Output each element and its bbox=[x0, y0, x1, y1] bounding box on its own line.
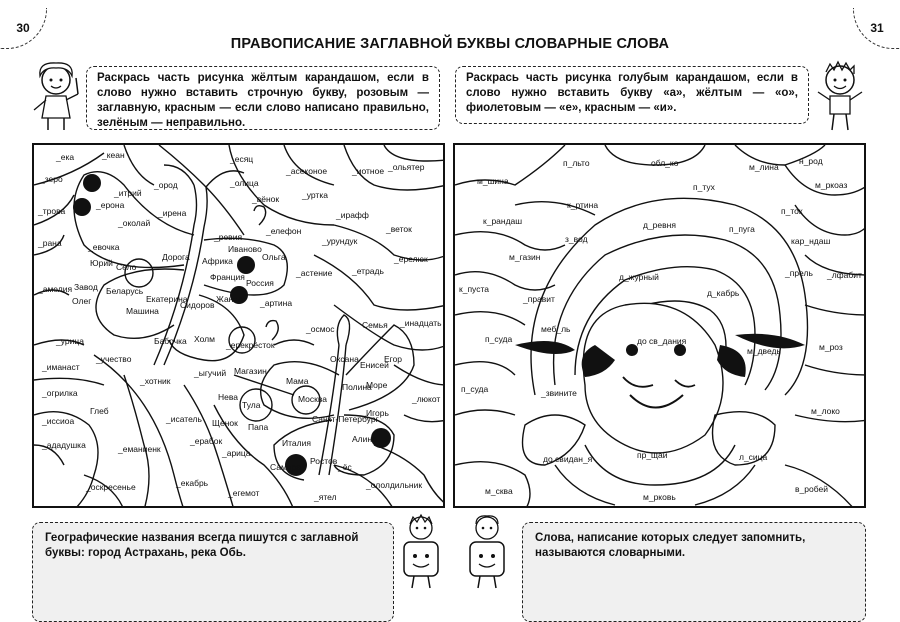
word-label: Село bbox=[116, 262, 137, 272]
word-label: _околай bbox=[118, 218, 151, 228]
word-label: _урица bbox=[56, 336, 84, 346]
word-label: Папа bbox=[248, 422, 269, 432]
word-label: п_пуга bbox=[729, 224, 755, 234]
word-label: м_локо bbox=[811, 406, 840, 416]
word-label: м_лина bbox=[749, 162, 779, 172]
word-label: Бабочка bbox=[154, 336, 187, 346]
word-label: к_пуста bbox=[459, 284, 489, 294]
word-label: Холм bbox=[194, 334, 215, 344]
word-label: _зеро bbox=[40, 174, 63, 184]
word-label: _ададушка bbox=[42, 440, 86, 450]
word-label: Полина bbox=[342, 382, 372, 392]
word-label: _ерелюк bbox=[394, 254, 428, 264]
word-label: п_суда bbox=[461, 384, 489, 394]
word-label: Глеб bbox=[90, 406, 109, 416]
word-label: _оскресенье bbox=[86, 482, 136, 492]
word-label: Машина bbox=[126, 306, 159, 316]
word-label: _ольятер bbox=[388, 162, 425, 172]
word-label: м_сква bbox=[485, 486, 513, 496]
word-label: Иваново bbox=[228, 244, 262, 254]
page-number-left: 30 bbox=[0, 8, 47, 49]
word-label: Франция bbox=[210, 272, 245, 282]
word-label: _прель bbox=[785, 268, 813, 278]
word-label: _егемот bbox=[228, 488, 260, 498]
coloring-panel-left bbox=[32, 143, 445, 508]
word-label: _екабрь bbox=[176, 478, 209, 488]
word-label: Юрий bbox=[90, 258, 113, 268]
word-label: _амелия bbox=[38, 284, 73, 294]
word-label: _ирафф bbox=[336, 210, 369, 220]
word-label: м_дведь bbox=[747, 346, 781, 356]
word-label: Ольга bbox=[262, 252, 286, 262]
word-label: Олег bbox=[72, 296, 92, 306]
girl-mascot-icon bbox=[462, 512, 512, 592]
word-label: _правит bbox=[523, 294, 555, 304]
word-label: _ерабок bbox=[190, 436, 223, 446]
word-label: Италия bbox=[282, 438, 311, 448]
word-label: _ород bbox=[154, 180, 178, 190]
word-label: _ололдильник bbox=[366, 480, 423, 490]
word-label: _олица bbox=[230, 178, 259, 188]
word-label: _астение bbox=[296, 268, 333, 278]
word-label: обл_ко bbox=[651, 158, 679, 168]
word-label: _ирена bbox=[158, 208, 187, 218]
word-label: Жанна bbox=[216, 294, 243, 304]
word-label: _ека bbox=[56, 152, 75, 162]
word-label: _есяц bbox=[230, 154, 254, 164]
word-label: _ыгучий bbox=[194, 368, 227, 378]
word-label: з_вод bbox=[565, 234, 588, 244]
word-label: _осмос bbox=[306, 324, 335, 334]
word-label: _ятел bbox=[314, 492, 337, 502]
word-label: _иссиоа bbox=[42, 416, 75, 426]
word-label: м_ркоаз bbox=[815, 180, 848, 190]
word-label: Самара bbox=[270, 462, 301, 472]
word-label: _итрий bbox=[114, 188, 142, 198]
coloring-panel-right bbox=[453, 143, 866, 508]
word-label: п_тух bbox=[693, 182, 715, 192]
word-label: д_ревня bbox=[643, 220, 676, 230]
word-label: м_газин bbox=[509, 252, 541, 262]
word-label: _иотное bbox=[352, 166, 385, 176]
word-label: Санкт-Петербург bbox=[312, 414, 379, 424]
word-label: _иманаст bbox=[42, 362, 80, 372]
word-label: _ёс bbox=[338, 462, 352, 472]
word-label: _трова bbox=[38, 206, 66, 216]
boy-mascot-icon bbox=[398, 512, 444, 592]
word-label: _арица bbox=[222, 448, 251, 458]
word-label: Сидоров bbox=[180, 300, 215, 310]
word-label: _уртка bbox=[302, 190, 328, 200]
word-label: _исатель bbox=[166, 414, 202, 424]
word-label: п_ток bbox=[781, 206, 803, 216]
word-label: _ерекрёсток bbox=[226, 340, 275, 350]
word-label: м_рковь bbox=[643, 492, 676, 502]
word-label: Магазин bbox=[234, 366, 267, 376]
note-geographic-names: Географические названия всегда пишутся с заглавной буквы: город Астрахань, река Обь. bbox=[32, 522, 394, 622]
word-label: м_роз bbox=[819, 342, 843, 352]
word-label: _урундук bbox=[322, 236, 358, 246]
word-label: _рана bbox=[38, 238, 62, 248]
word-label: _ерона bbox=[96, 200, 125, 210]
boy-mascot-icon bbox=[814, 58, 866, 134]
word-label: л_сица bbox=[739, 452, 768, 462]
word-label: д_кабрь bbox=[707, 288, 740, 298]
word-label: до свидан_я bbox=[543, 454, 593, 464]
word-label: пр_щай bbox=[637, 450, 668, 460]
word-label: Беларусь bbox=[106, 286, 144, 296]
word-label: _учество bbox=[96, 354, 132, 364]
word-label: _огрилка bbox=[42, 388, 78, 398]
word-label: Енисей bbox=[360, 360, 389, 370]
word-label: Егор bbox=[384, 354, 403, 364]
word-label: Мама bbox=[286, 376, 309, 386]
word-label: Россия bbox=[246, 278, 274, 288]
word-label: _евочка bbox=[88, 242, 120, 252]
word-label: Семья bbox=[362, 320, 388, 330]
note-dictionary-words: Слова, написание которых следует запомнить, называются словарными. bbox=[522, 522, 866, 622]
word-label: до св_дания bbox=[637, 336, 687, 346]
page-title: ПРАВОПИСАНИЕ ЗАГЛАВНОЙ БУКВЫ СЛОВАРНЫЕ СЛОВА bbox=[230, 36, 670, 52]
word-label: _хотник bbox=[140, 376, 171, 386]
word-label: _люкот bbox=[412, 394, 441, 404]
word-label: Игорь bbox=[366, 408, 389, 418]
word-label: Ростов bbox=[310, 456, 338, 466]
word-label: _вёнок bbox=[252, 194, 280, 204]
word-label: д_журный bbox=[619, 272, 659, 282]
word-label: к_ртина bbox=[567, 200, 599, 210]
word-label: м_шина bbox=[477, 176, 509, 186]
word-label: Нева bbox=[218, 392, 239, 402]
word-label: Екатерина bbox=[146, 294, 188, 304]
word-label: _елефон bbox=[266, 226, 302, 236]
word-label: Африка bbox=[202, 256, 233, 266]
word-label: Дорога bbox=[162, 252, 190, 262]
word-label: п_льто bbox=[563, 158, 590, 168]
word-label: н_род bbox=[799, 156, 823, 166]
instruction-left: Раскрась часть рисунка жёлтым карандашом, если в слово нужно вставить строчную букву, розовым — заглавную, красным — если слово написано правильно, зелёным — неправильно. bbox=[86, 66, 440, 130]
word-label: _ревия bbox=[214, 232, 243, 242]
word-label: _инадцать bbox=[400, 318, 442, 328]
word-label: Море bbox=[366, 380, 388, 390]
word-label: _асеконое bbox=[286, 166, 328, 176]
word-label: _етрадь bbox=[352, 266, 384, 276]
word-label: в_робей bbox=[795, 484, 828, 494]
word-label: п_суда bbox=[485, 334, 513, 344]
instruction-right: Раскрась часть рисунка голубым карандашом, если в слово нужно вставить букву «а», жёлтым — «о», фиолетовым — «е», красным — «и». bbox=[455, 66, 809, 124]
word-label: _кеан bbox=[102, 150, 125, 160]
word-label: _артина bbox=[260, 298, 293, 308]
word-label: Алина bbox=[352, 434, 377, 444]
word-label: кар_ндаш bbox=[791, 236, 831, 246]
word-label: Москва bbox=[298, 394, 328, 404]
word-label: к_рандаш bbox=[483, 216, 523, 226]
word-label: _веток bbox=[386, 224, 412, 234]
page-number-right: 31 bbox=[853, 8, 900, 49]
word-label: _еманиенк bbox=[118, 444, 161, 454]
word-label: _лфабит bbox=[827, 270, 862, 280]
word-label: Щенок bbox=[212, 418, 238, 428]
word-label: Завод bbox=[74, 282, 98, 292]
girl-mascot-icon bbox=[30, 58, 82, 134]
word-label: Тула bbox=[242, 400, 261, 410]
word-label: Оксана bbox=[330, 354, 359, 364]
word-label: _звините bbox=[541, 388, 577, 398]
word-label: меб_ль bbox=[541, 324, 571, 334]
